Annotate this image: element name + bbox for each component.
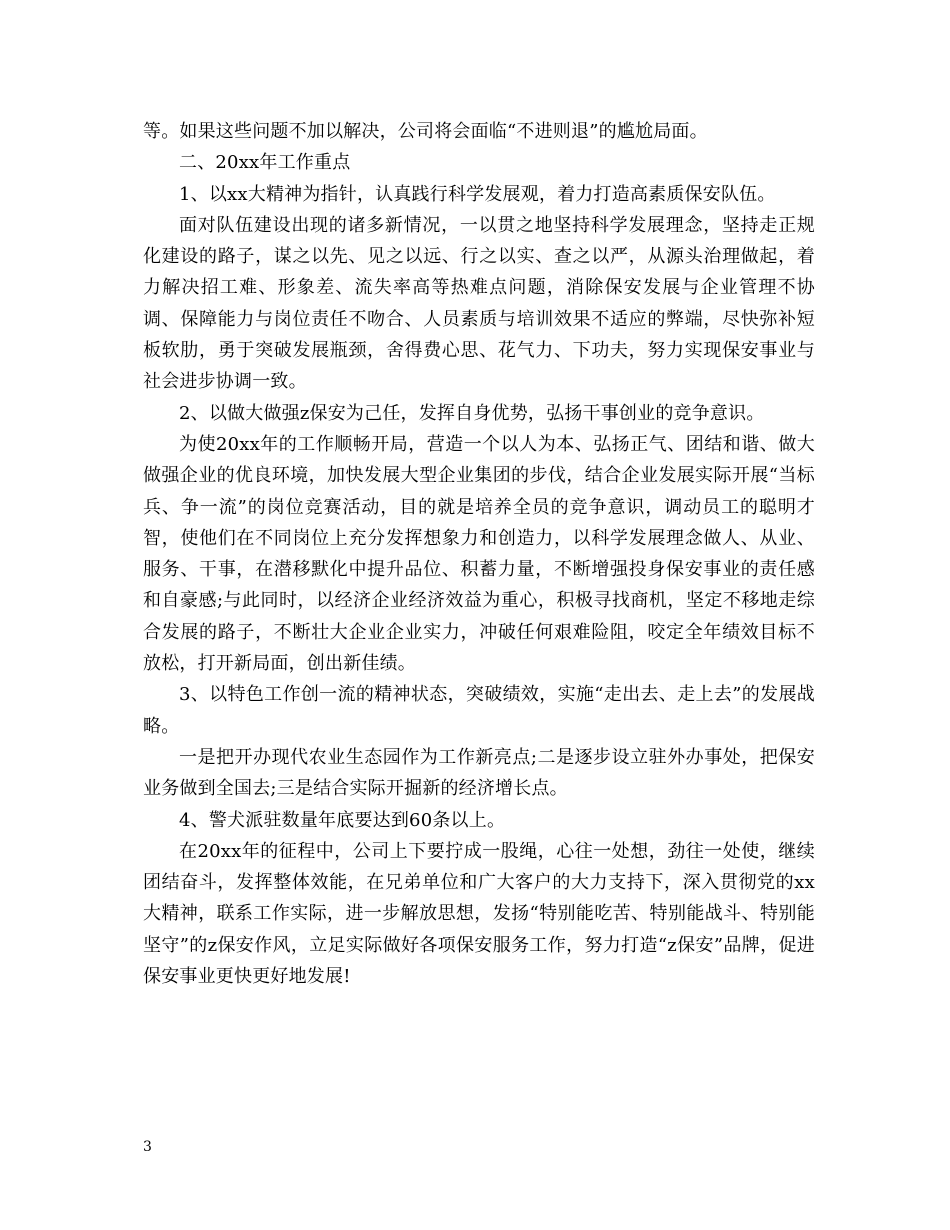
item-2-body: 为使20xx年的工作顺畅开局，营造一个以人为本、弘扬正气、团结和谐、做大做强企业的优良环境，加快发展大型企业集团的步伐，结合企业发展实际开展“当标兵、争一流”的岗位竞赛活动，目的就是培养全员的竞争意识，调动员工的聪明才智，使他们在不同岗位上充分发挥想象力和创造力，以科学发展理念做人、从业、服务、干事，在潜移默化中提升品位、积蓄力量，不断增强投身保安事业的责任感和自豪感;与此同时，以经济企业经济效益为重心，积极寻找商机，坚定不移地走综合发展的路子，不断壮大企业企业实力，冲破任何艰难险阻，咬定全年绩效目标不放松，打开新局面，创出新佳绩。 [143,433,815,675]
section-heading-work-focus: 二、20xx年工作重点 [179,152,351,174]
item-1-body: 面对队伍建设出现的诸多新情况，一以贯之地坚持科学发展理念，坚持走正规化建设的路子，谋之以先、见之以远、行之以实、查之以严，从源头治理做起，着力解决招工难、形象差、流失率高等热难点问题，消除保安发展与企业管理不协调、保障能力与岗位责任不吻合、人员素质与培训效果不适应的弊端，尽快弥补短板软肋，勇于突破发展瓶颈，舍得费心思、花气力、下功夫，努力实现保安事业与社会进步协调一致。 [143,214,815,393]
closing-paragraph: 在20xx年的征程中，公司上下要拧成一股绳，心往一处想，劲往一处使，继续团结奋斗，发挥整体效能，在兄弟单位和广大客户的大力支持下，深入贯彻党的xx大精神，联系工作实际，进一步解放思想，发扬“特别能吃苦、特别能战斗、特别能坚守”的z保安作风，立足实际做好各项保安服务工作，努力打造“z保安”品牌，促进保安事业更快更好地发展! [143,840,815,988]
item-3-body: 一是把开办现代农业生态园作为工作新亮点;二是逐步设立驻外办事处，把保安业务做到全国去;三是结合实际开掘新的经济增长点。 [143,746,815,800]
item-1-heading: 1、以xx大精神为指针，认真践行科学发展观，着力打造高素质保安队伍。 [179,183,776,205]
paragraph-continuation: 等。如果这些问题不加以解决，公司将会面临“不进则退”的尴尬局面。 [143,121,708,142]
item-4-heading: 4、警犬派驻数量年底要达到60条以上。 [179,809,506,831]
document-body [143,116,815,992]
page-number: 3 [143,1139,152,1155]
item-2-heading: 2、以做大做强z保安为己任，发挥自身优势，弘扬干事创业的竞争意识。 [179,402,765,424]
item-3-heading: 3、以特色工作创一流的精神状态，突破绩效，实施“走出去、走上去”的发展战略。 [143,684,815,737]
